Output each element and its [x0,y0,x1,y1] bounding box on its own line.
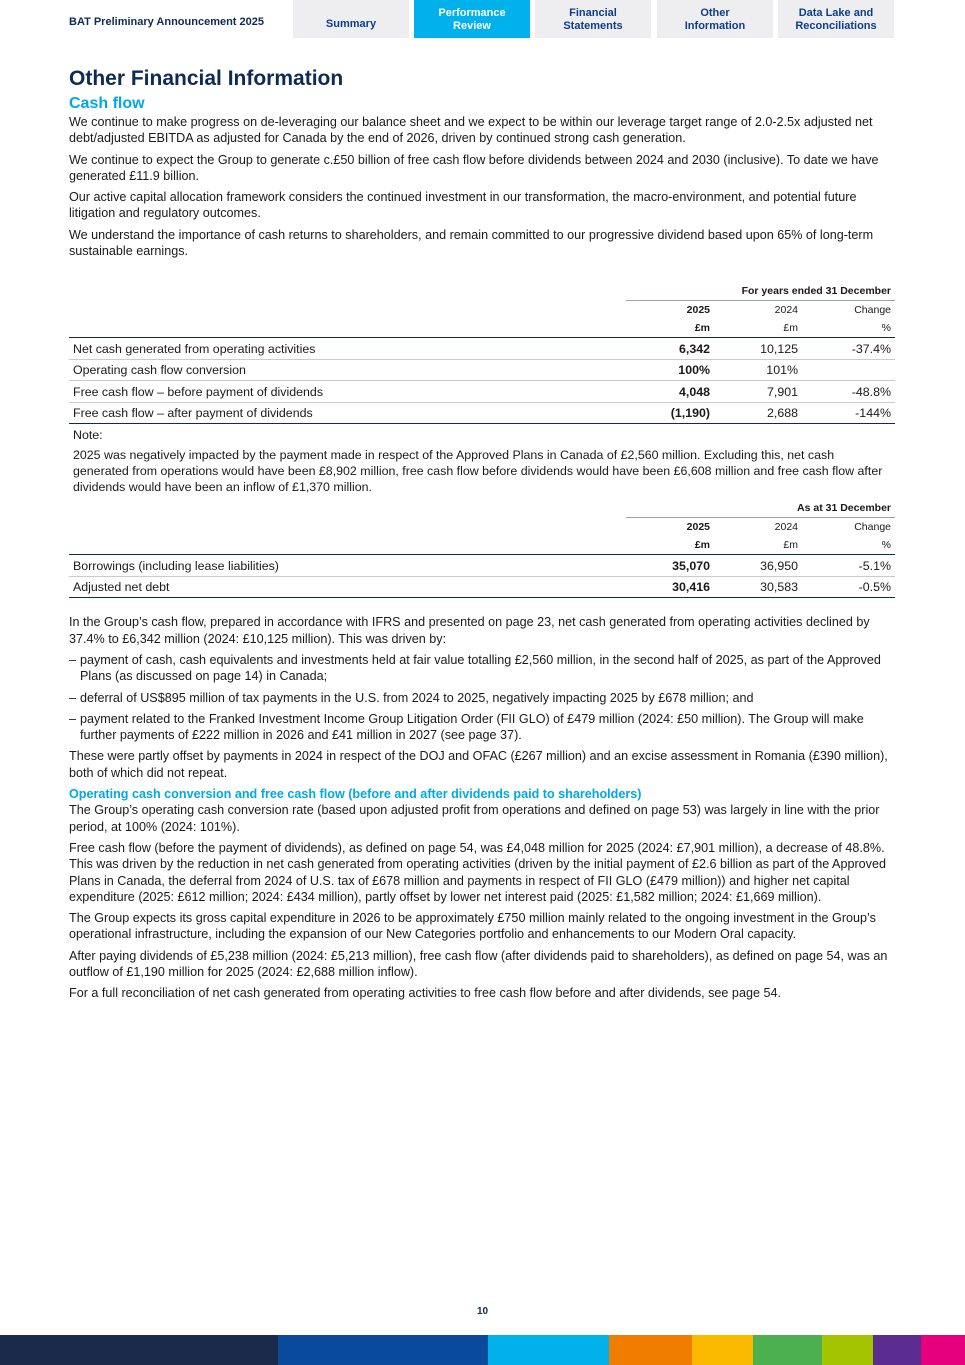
body-paragraph: For a full reconciliation of net cash generated from operating activities to free cash flow before and after dividends, see page 54. [69,986,781,1001]
row-label: Free cash flow – after payment of dividends [69,402,626,424]
row-label: Free cash flow – before payment of dividends [69,381,626,403]
bullet-dash: – [69,652,77,667]
row-label: Operating cash flow conversion [69,359,626,381]
value-change: -0.5% [802,576,895,598]
value-change [802,359,895,381]
unit-2024: £m [714,319,802,338]
value-change: -48.8% [802,381,895,403]
col-header-2024: 2024 [774,521,798,534]
footer-segment [278,1335,488,1365]
value-2025: 6,342 [626,338,714,360]
row-label: Borrowings (including lease liabilities) [69,555,626,577]
intro-paragraph: We understand the importance of cash returns to shareholders, and remain committed to our progressive dividend based upon 65% of long-term sustainable earnings. [69,227,874,259]
tab-financial-statements[interactable]: Financial Statements [535,0,651,38]
body-paragraph: Free cash flow (before the payment of dividends), as defined on page 54, was £4,048 million for 2025 (2024: £7,901 million), a decrease of 48.8%. This was driven by the reduction in net cash generated from operating activities (driven by the initial payment of £2.6 billion as part of the Approved Plans in Canada, the deferral from 2024 of U.S. tax of £678 million and payments in respect of FII GLO (£479 million)) and higher net capital expenditure (2025: £612 million; 2024: £434 million), partly offset by lower net interest paid (2025: £1,582 million; 2024: £1,669 million). [69,840,886,904]
tab-other-information[interactable]: Other Information [657,0,773,38]
value-change: -37.4% [802,338,895,360]
bullet-item [69,711,895,744]
table-row [69,576,895,598]
value-2025: 35,070 [626,555,714,577]
value-2025: (1,190) [626,402,714,424]
page-title: Other Financial Information [69,67,344,90]
bullet-dash: – [69,690,77,705]
value-change: -5.1% [802,555,895,577]
table-row [69,338,895,360]
value-change: -144% [802,402,895,424]
main-content [69,66,895,1007]
body-paragraph: After paying dividends of £5,238 million (2024: £5,213 million), free cash flow (after dividends paid to shareholders), as defined on page 54, was an outflow of £1,190 million for 2025 (2024: £2,688 million inflow). [69,948,888,980]
col-header-2025: 2025 [686,304,710,317]
intro-paragraph: We continue to make progress on de-leveraging our balance sheet and we expect to be within our leverage target range of 2.0-2.5x adjusted net debt/adjusted EBITDA as adjusted for Canada by the end of 2026, driven by continued strong cash generation. [69,115,873,146]
top-navigation [0,0,965,38]
footer-segment [488,1335,609,1365]
unit-2025: £m [626,319,714,338]
value-2024: 101% [714,359,802,381]
tab-summary[interactable]: Summary [293,0,409,38]
col-header-change: Change [854,521,891,534]
footer-segment [921,1335,965,1365]
footer-color-bar [0,1335,965,1365]
footer-segment [692,1335,753,1365]
value-2025: 100% [626,359,714,381]
unit-change: % [802,536,895,555]
value-2024: 10,125 [714,338,802,360]
table-row [69,555,895,577]
value-2024: 30,583 [714,576,802,598]
value-2025: 30,416 [626,576,714,598]
footer-segment [609,1335,692,1365]
bullet-item [69,690,895,706]
table-row [69,402,895,424]
body-paragraph: These were partly offset by payments in 2024 in respect of the DOJ and OFAC (£267 million) and an excise assessment in Romania (£390 million), both of which did not repeat. [69,749,888,780]
table-period-header: For years ended 31 December [626,282,895,301]
cash-flow-table [69,282,895,424]
table-row [69,359,895,381]
col-header-change: Change [854,304,891,317]
footer-segment [0,1335,278,1365]
intro-paragraph: Our active capital allocation framework considers the continued investment in our transformation, the macro-environment, and potential future litigation and regulatory outcomes. [69,190,857,221]
bullet-text: deferral of US$895 million of tax payments in the U.S. from 2024 to 2025, negatively impacting 2025 by £678 million; and [80,690,754,705]
table-note-text: 2025 was negatively impacted by the payment made in respect of the Approved Plans in Canada of £2,560 million. Excluding this, net cash generated from operations would have been £8,902 million, free cash flow before dividends would have been £6,608 million and free cash flow after dividends would have been an inflow of £1,370 million. [73,448,883,495]
unit-change: % [802,319,895,338]
col-header-2024: 2024 [774,304,798,317]
footer-segment [873,1335,921,1365]
bullet-dash: – [69,711,77,726]
document-title: BAT Preliminary Announcement 2025 [69,16,264,28]
value-2024: 7,901 [714,381,802,403]
unit-2024: £m [714,536,802,555]
tab-data-lake-reconciliations[interactable]: Data Lake and Reconciliations [778,0,894,38]
body-paragraph: The Group’s operating cash conversion rate (based upon adjusted profit from operations and defined on page 53) was largely in line with the prior period, at 100% (2024: 101%). [69,803,880,834]
value-2024: 2,688 [714,402,802,424]
unit-2025: £m [626,536,714,555]
bullet-text: payment of cash, cash equivalents and investments held at fair value totalling £2,560 million, in the second half of 2025, as part of the Approved Plans (as discussed on page 14) in Canada; [80,652,881,684]
table-period-header: As at 31 December [626,499,895,518]
body-paragraph: In the Group’s cash flow, prepared in accordance with IFRS and presented on page 23, net cash generated from operating activities declined by 37.4% to £6,342 million (2024: £10,125 million). This was driven by: [69,615,870,646]
col-header-2025: 2025 [686,521,710,534]
bullet-item [69,652,895,685]
footer-segment [753,1335,822,1365]
row-label: Net cash generated from operating activities [69,338,626,360]
net-debt-table [69,499,895,598]
body-paragraph: The Group expects its gross capital expenditure in 2026 to be approximately £750 million mainly related to the ongoing investment in the Group’s operational infrastructure, including the expansion of our New Categories portfolio and enhancements to our Modern Oral capacity. [69,911,876,942]
intro-paragraph: We continue to expect the Group to generate c.£50 billion of free cash flow before dividends between 2024 and 2030 (inclusive). To date we have generated £11.9 billion. [69,152,879,183]
table-row [69,381,895,403]
row-label: Adjusted net debt [69,576,626,598]
subheading: Operating cash conversion and free cash flow (before and after dividends paid to shareholders) [69,787,642,802]
section-heading: Cash flow [69,95,145,112]
table-note-label: Note: [73,428,103,443]
page-number: 10 [476,1306,489,1317]
tab-performance-review[interactable]: Performance Review [414,0,530,38]
bullet-text: payment related to the Franked Investment Income Group Litigation Order (FII GLO) of £479 million (2024: £50 million). The Group will make further payments of £222 million in 2026 and £41 million in 2027 (see page 37). [80,711,864,743]
value-2025: 4,048 [626,381,714,403]
footer-segment [822,1335,873,1365]
value-2024: 36,950 [714,555,802,577]
